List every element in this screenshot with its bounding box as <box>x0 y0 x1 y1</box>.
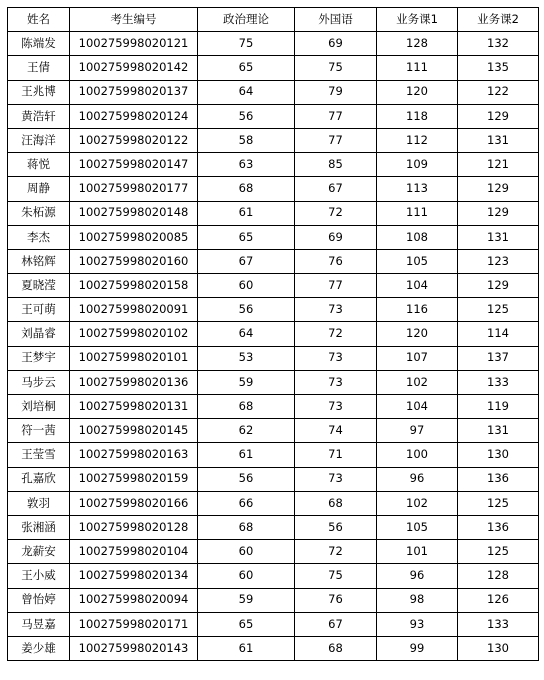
cell-politics: 67 <box>198 249 295 273</box>
cell-subject-2: 132 <box>458 32 539 56</box>
cell-subject-1: 102 <box>377 370 458 394</box>
cell-subject-2: 131 <box>458 419 539 443</box>
cell-name: 王兆博 <box>8 80 70 104</box>
cell-politics: 75 <box>198 32 295 56</box>
cell-subject-2: 126 <box>458 588 539 612</box>
cell-candidate-id: 100275998020143 <box>70 636 198 660</box>
cell-candidate-id: 100275998020121 <box>70 32 198 56</box>
cell-candidate-id: 100275998020160 <box>70 249 198 273</box>
header-candidate-id: 考生编号 <box>70 8 198 32</box>
cell-subject-2: 131 <box>458 225 539 249</box>
cell-foreign-language: 75 <box>295 56 377 80</box>
table-row <box>8 274 539 298</box>
table-row <box>8 201 539 225</box>
cell-candidate-id: 100275998020094 <box>70 588 198 612</box>
cell-subject-2: 128 <box>458 564 539 588</box>
cell-subject-1: 104 <box>377 395 458 419</box>
cell-candidate-id: 100275998020137 <box>70 80 198 104</box>
cell-politics: 66 <box>198 491 295 515</box>
cell-candidate-id: 100275998020104 <box>70 540 198 564</box>
cell-subject-1: 113 <box>377 177 458 201</box>
table-row <box>8 346 539 370</box>
table-row <box>8 612 539 636</box>
cell-name: 周静 <box>8 177 70 201</box>
table-body <box>8 32 539 661</box>
cell-subject-1: 104 <box>377 274 458 298</box>
header-foreign-language: 外国语 <box>295 8 377 32</box>
cell-candidate-id: 100275998020134 <box>70 564 198 588</box>
cell-politics: 65 <box>198 612 295 636</box>
cell-subject-1: 105 <box>377 249 458 273</box>
cell-foreign-language: 72 <box>295 322 377 346</box>
cell-politics: 61 <box>198 443 295 467</box>
cell-subject-1: 108 <box>377 225 458 249</box>
cell-politics: 53 <box>198 346 295 370</box>
cell-subject-1: 120 <box>377 80 458 104</box>
cell-subject-1: 120 <box>377 322 458 346</box>
cell-politics: 68 <box>198 177 295 201</box>
cell-name: 李杰 <box>8 225 70 249</box>
cell-name: 孔嘉欣 <box>8 467 70 491</box>
table-row <box>8 104 539 128</box>
cell-subject-1: 118 <box>377 104 458 128</box>
table-row <box>8 370 539 394</box>
cell-subject-1: 109 <box>377 153 458 177</box>
cell-candidate-id: 100275998020122 <box>70 128 198 152</box>
cell-politics: 64 <box>198 80 295 104</box>
cell-foreign-language: 75 <box>295 564 377 588</box>
table-row <box>8 32 539 56</box>
cell-foreign-language: 67 <box>295 177 377 201</box>
table-row <box>8 636 539 660</box>
cell-name: 龙薪安 <box>8 540 70 564</box>
cell-foreign-language: 77 <box>295 128 377 152</box>
cell-name: 姜少雄 <box>8 636 70 660</box>
table-row <box>8 395 539 419</box>
cell-subject-2: 123 <box>458 249 539 273</box>
table-row <box>8 322 539 346</box>
cell-subject-1: 116 <box>377 298 458 322</box>
cell-politics: 64 <box>198 322 295 346</box>
cell-subject-2: 137 <box>458 346 539 370</box>
cell-name: 林铭辉 <box>8 249 70 273</box>
cell-name: 朱柘源 <box>8 201 70 225</box>
cell-foreign-language: 73 <box>295 370 377 394</box>
cell-foreign-language: 72 <box>295 540 377 564</box>
header-row <box>8 8 539 32</box>
cell-subject-2: 136 <box>458 515 539 539</box>
cell-name: 夏晓滢 <box>8 274 70 298</box>
table-row <box>8 419 539 443</box>
cell-subject-1: 96 <box>377 467 458 491</box>
table-row <box>8 491 539 515</box>
table-header <box>8 8 539 32</box>
cell-foreign-language: 69 <box>295 225 377 249</box>
cell-subject-2: 122 <box>458 80 539 104</box>
cell-subject-1: 111 <box>377 56 458 80</box>
cell-candidate-id: 100275998020131 <box>70 395 198 419</box>
cell-foreign-language: 68 <box>295 491 377 515</box>
score-table <box>7 7 539 661</box>
cell-candidate-id: 100275998020159 <box>70 467 198 491</box>
cell-candidate-id: 100275998020124 <box>70 104 198 128</box>
cell-politics: 68 <box>198 395 295 419</box>
cell-subject-2: 130 <box>458 443 539 467</box>
cell-name: 刘晶睿 <box>8 322 70 346</box>
cell-candidate-id: 100275998020142 <box>70 56 198 80</box>
cell-foreign-language: 77 <box>295 274 377 298</box>
cell-subject-2: 119 <box>458 395 539 419</box>
cell-name: 王莹雪 <box>8 443 70 467</box>
cell-politics: 62 <box>198 419 295 443</box>
cell-foreign-language: 73 <box>295 467 377 491</box>
cell-name: 王小威 <box>8 564 70 588</box>
cell-subject-2: 125 <box>458 491 539 515</box>
cell-subject-1: 101 <box>377 540 458 564</box>
cell-name: 蒋悦 <box>8 153 70 177</box>
cell-subject-1: 107 <box>377 346 458 370</box>
cell-candidate-id: 100275998020101 <box>70 346 198 370</box>
cell-foreign-language: 69 <box>295 32 377 56</box>
cell-candidate-id: 100275998020147 <box>70 153 198 177</box>
cell-subject-1: 102 <box>377 491 458 515</box>
cell-subject-1: 97 <box>377 419 458 443</box>
cell-subject-2: 136 <box>458 467 539 491</box>
cell-candidate-id: 100275998020091 <box>70 298 198 322</box>
cell-foreign-language: 68 <box>295 636 377 660</box>
cell-politics: 61 <box>198 201 295 225</box>
cell-subject-1: 96 <box>377 564 458 588</box>
cell-subject-2: 129 <box>458 177 539 201</box>
cell-name: 张湘涵 <box>8 515 70 539</box>
table-row <box>8 249 539 273</box>
cell-candidate-id: 100275998020177 <box>70 177 198 201</box>
cell-foreign-language: 73 <box>295 346 377 370</box>
cell-name: 陈端发 <box>8 32 70 56</box>
cell-foreign-language: 79 <box>295 80 377 104</box>
cell-name: 王倩 <box>8 56 70 80</box>
cell-subject-2: 135 <box>458 56 539 80</box>
cell-name: 马昱嘉 <box>8 612 70 636</box>
cell-subject-2: 114 <box>458 322 539 346</box>
cell-candidate-id: 100275998020148 <box>70 201 198 225</box>
table-row <box>8 564 539 588</box>
cell-politics: 58 <box>198 128 295 152</box>
cell-subject-2: 129 <box>458 104 539 128</box>
table-row <box>8 467 539 491</box>
cell-subject-1: 105 <box>377 515 458 539</box>
cell-foreign-language: 74 <box>295 419 377 443</box>
cell-politics: 59 <box>198 588 295 612</box>
cell-politics: 61 <box>198 636 295 660</box>
cell-politics: 59 <box>198 370 295 394</box>
cell-foreign-language: 76 <box>295 588 377 612</box>
cell-name: 汪海洋 <box>8 128 70 152</box>
cell-subject-2: 125 <box>458 298 539 322</box>
cell-name: 敦羽 <box>8 491 70 515</box>
cell-subject-2: 121 <box>458 153 539 177</box>
table-row <box>8 588 539 612</box>
cell-name: 王梦宇 <box>8 346 70 370</box>
cell-foreign-language: 56 <box>295 515 377 539</box>
cell-candidate-id: 100275998020166 <box>70 491 198 515</box>
cell-subject-1: 99 <box>377 636 458 660</box>
cell-name: 曾怡婷 <box>8 588 70 612</box>
cell-name: 符一茜 <box>8 419 70 443</box>
cell-subject-2: 133 <box>458 612 539 636</box>
table-row <box>8 225 539 249</box>
table-row <box>8 153 539 177</box>
cell-subject-2: 131 <box>458 128 539 152</box>
cell-foreign-language: 71 <box>295 443 377 467</box>
cell-subject-1: 93 <box>377 612 458 636</box>
header-subject-2: 业务课2 <box>458 8 539 32</box>
cell-politics: 56 <box>198 467 295 491</box>
cell-candidate-id: 100275998020085 <box>70 225 198 249</box>
cell-foreign-language: 72 <box>295 201 377 225</box>
cell-politics: 68 <box>198 515 295 539</box>
cell-politics: 65 <box>198 225 295 249</box>
cell-name: 王可萌 <box>8 298 70 322</box>
cell-candidate-id: 100275998020102 <box>70 322 198 346</box>
table-row <box>8 443 539 467</box>
cell-subject-1: 100 <box>377 443 458 467</box>
cell-candidate-id: 100275998020145 <box>70 419 198 443</box>
cell-name: 黄浩轩 <box>8 104 70 128</box>
cell-foreign-language: 73 <box>295 395 377 419</box>
header-name: 姓名 <box>8 8 70 32</box>
cell-subject-1: 98 <box>377 588 458 612</box>
cell-politics: 56 <box>198 104 295 128</box>
table-row <box>8 515 539 539</box>
table-row <box>8 80 539 104</box>
cell-subject-2: 133 <box>458 370 539 394</box>
cell-subject-2: 125 <box>458 540 539 564</box>
cell-candidate-id: 100275998020171 <box>70 612 198 636</box>
cell-politics: 65 <box>198 56 295 80</box>
cell-subject-1: 111 <box>377 201 458 225</box>
table-row <box>8 128 539 152</box>
cell-candidate-id: 100275998020163 <box>70 443 198 467</box>
cell-name: 刘培桐 <box>8 395 70 419</box>
header-subject-1: 业务课1 <box>377 8 458 32</box>
cell-name: 马步云 <box>8 370 70 394</box>
cell-foreign-language: 67 <box>295 612 377 636</box>
cell-candidate-id: 100275998020136 <box>70 370 198 394</box>
cell-foreign-language: 77 <box>295 104 377 128</box>
table-row <box>8 177 539 201</box>
cell-subject-1: 112 <box>377 128 458 152</box>
header-politics: 政治理论 <box>198 8 295 32</box>
table-row <box>8 56 539 80</box>
cell-subject-2: 129 <box>458 274 539 298</box>
cell-politics: 60 <box>198 540 295 564</box>
cell-politics: 56 <box>198 298 295 322</box>
cell-subject-1: 128 <box>377 32 458 56</box>
cell-politics: 60 <box>198 274 295 298</box>
cell-foreign-language: 73 <box>295 298 377 322</box>
cell-foreign-language: 85 <box>295 153 377 177</box>
cell-foreign-language: 76 <box>295 249 377 273</box>
cell-politics: 63 <box>198 153 295 177</box>
cell-subject-2: 129 <box>458 201 539 225</box>
cell-candidate-id: 100275998020128 <box>70 515 198 539</box>
cell-candidate-id: 100275998020158 <box>70 274 198 298</box>
cell-politics: 60 <box>198 564 295 588</box>
table-row <box>8 540 539 564</box>
cell-subject-2: 130 <box>458 636 539 660</box>
table-row <box>8 298 539 322</box>
